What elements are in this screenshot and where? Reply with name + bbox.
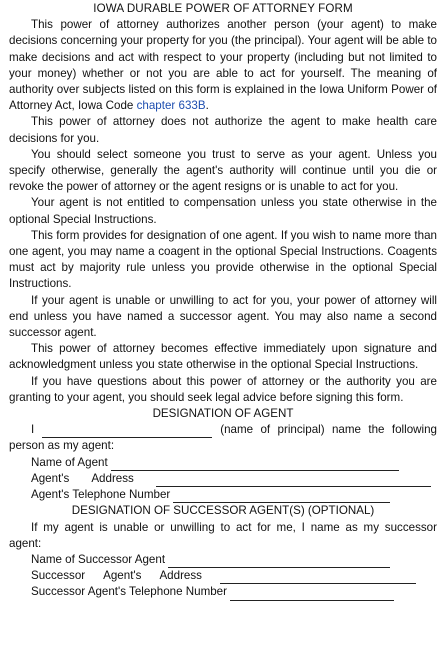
paragraph-authorization-end: . xyxy=(205,99,209,113)
document-page xyxy=(9,1,437,601)
principal-name-field[interactable] xyxy=(42,425,212,438)
paragraph-compensation: Your agent is not entitled to compensation unless you state otherwise in the optional Special Instructions. xyxy=(9,196,437,226)
agent-name-label: Name of Agent xyxy=(31,455,108,469)
form-title: IOWA DURABLE POWER OF ATTORNEY FORM xyxy=(93,2,353,15)
paragraph-authorization xyxy=(9,17,437,114)
agent-name-field[interactable] xyxy=(111,458,399,471)
successor-address-label-2: Agent's xyxy=(103,569,142,583)
successor-intro-continuation: agent: xyxy=(9,536,42,550)
successor-name-field[interactable] xyxy=(168,555,390,568)
agent-phone-label: Agent's Telephone Number xyxy=(31,488,171,502)
agent-phone-row xyxy=(9,487,437,503)
paragraph-authorization-text: This power of attorney authorizes another person (your agent) to make decisions concerning your property for you (the principal). Your agent will be able to make decisions and act with respect to your property (including but not limited to your money) whether or not you are able to act for yourself. The meaning of authority over subjects listed on this form is explained in the Iowa Uniform Power of Attorney Act, Iowa Code xyxy=(9,18,437,113)
chapter-link[interactable]: chapter 633B xyxy=(136,99,206,113)
agent-address-label-2: Address xyxy=(91,471,134,485)
paragraph-legal-advice: If you have questions about this power of attorney or the authority you are granting to your agent, you should seek legal advice before signing this form. xyxy=(9,374,437,404)
principal-line xyxy=(9,422,437,438)
successor-address-field[interactable] xyxy=(220,571,416,584)
principal-continuation: person as my agent: xyxy=(9,439,115,453)
agent-address-label-1: Agent's xyxy=(31,471,70,485)
successor-address-label-3: Address xyxy=(159,569,202,583)
agent-name-row xyxy=(9,455,437,471)
paragraph-effective: This power of attorney becomes effective immediately upon signature and acknowledgment unless you state otherwise in the optional Special Instructions. xyxy=(9,342,437,372)
designation-agent-heading: DESIGNATION OF AGENT xyxy=(152,407,294,421)
successor-name-label: Name of Successor Agent xyxy=(31,552,166,566)
agent-phone-field[interactable] xyxy=(173,490,390,503)
paragraph-health-care: This power of attorney does not authorize the agent to make health care decisions for you. xyxy=(9,115,437,145)
paragraph-successor: If your agent is unable or unwilling to act for you, your power of attorney will end unless you have named a successor agent. You may also name a second successor agent. xyxy=(9,293,437,340)
successor-address-label-1: Successor xyxy=(31,569,86,583)
successor-address-row xyxy=(9,568,437,584)
successor-phone-row xyxy=(9,584,437,600)
principal-suffix: (name of principal) name the following xyxy=(220,423,437,437)
principal-prefix: I xyxy=(31,423,35,437)
agent-address-field[interactable] xyxy=(156,474,431,487)
successor-intro: If my agent is unable or unwilling to act for me, I name as my successor xyxy=(31,520,437,534)
successor-phone-label: Successor Agent's Telephone Number xyxy=(31,585,227,599)
successor-name-row xyxy=(9,552,437,568)
agent-address-row xyxy=(9,471,437,487)
successor-phone-field[interactable] xyxy=(230,588,394,601)
paragraph-select-agent: You should select someone you trust to serve as your agent. Unless you specify otherwise, generally the agent's authority will continue until you die or revoke the power of attorney or the agent resigns or is unable to act for you. xyxy=(9,147,437,194)
paragraph-coagent: This form provides for designation of one agent. If you wish to name more than one agent, you may name a coagent in the optional Special Instructions. Coagents must act by majority rule unless you provide otherwise in the optional Special Instructions. xyxy=(9,228,437,291)
designation-successor-heading: DESIGNATION OF SUCCESSOR AGENT(S) (OPTIONAL) xyxy=(71,504,375,518)
